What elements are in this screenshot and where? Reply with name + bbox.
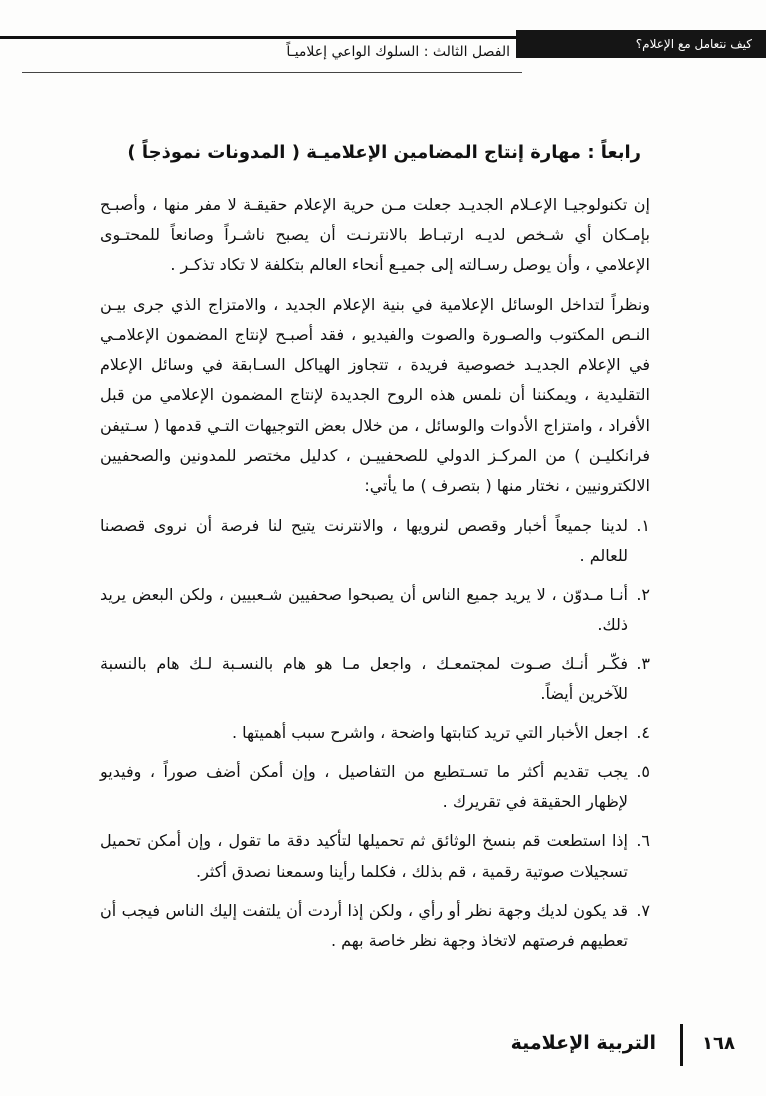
list-item-text: اجعل الأخبار التي تريد كتابتها واضحة ، واشرح سبب أهميتها . [231,723,628,743]
header-rule [0,36,560,39]
section-heading: رابعاً : مهارة إنتاج المضامين الإعلاميـة ( المدونات نموذجاً ) [127,142,641,163]
list-item [100,580,650,640]
list-item [100,718,650,748]
paragraph-1: إن تكنولوجيـا الإعـلام الجديـد جعلت مـن حرية الإعلام حقيقـة لا مفر منها ، وأصبـح بإمـكان أي شـخص لديـه ارتبـاط بالانترنـت أن يصبح ناشـراً وصانعاً للمحتـوى الإعلامي ، وأن يوصل رسـالته إلى جميـع أنحاء العالم بتكلفة لا تكاد تذكـر . [100,195,650,275]
list-item-text: يجب تقديم أكثر ما تسـتطيع من التفاصيل ، وإن أمكن أضف صوراً ، وفيديو لإظهار الحقيقة في تقريرك . [100,762,628,812]
list-item-number: ٦. [636,831,650,851]
list-item [100,896,650,956]
list-item-text: فكّـر أنـك صـوت لمجتمعـك ، واجعل مـا هو هام بالنسـبة لـك هام بالنسبة للآخرين أيضاً. [100,654,628,704]
list-item-number: ٤. [636,723,650,743]
list-item-number: ٥. [636,762,650,782]
list-item-text: قد يكون لديك وجهة نظر أو رأي ، ولكن إذا أردت أن يلتفت إليك الناس فيجب أن تعطيهم فرصتهم لاتخاذ وجهة نظر خاصة بهم . [100,900,628,950]
list-item [100,649,650,709]
list-item-number: ١. [636,515,650,535]
list-item-text: أنـا مـدوّن ، لا يريد جميع الناس أن يصبحوا صحفيين شـعبيين ، ولكن البعض يريد ذلك. [100,584,628,635]
list-item-text: إذا استطعت قم بنسخ الوثائق ثم تحميلها لتأكيد دقة ما تقول ، وإن أمكن تحميل تسجيلات صوتية رقمية ، قم بذلك ، فكلما رأينا وسمعنا نصدق أكثر. [100,831,628,881]
body-text [100,190,650,965]
list-item-number: ٣. [636,654,650,674]
list-item-number: ٢. [636,584,650,604]
running-head: كيف نتعامل مع الإعلام؟ [516,30,766,58]
page-footer [0,1022,766,1074]
list-item-number: ٧. [636,900,650,920]
paragraph-2: ونظراً لتداخل الوسائل الإعلامية في بنية الإعلام الجديد ، والامتزاج الذي جرى بيـن النـص المكتوب والصـورة والصوت والفيديو ، فقد أصبـح لإنتاج المضمون الإعلامـي في الإعلام الجديـد خصوصية فريدة ، تتجاوز الهياكل السـابقة في وسائل الإعلام التقليدية ، ويمكننا أن نلمس هذه الروح الجديدة لإنتاج المضمون الإعلامي من قبل الأفراد ، وامتزاج الأدوات والوسائل ، من خلال بعض التوجيهات التـي قدمها ( سـتيفن فرانكليـن ) من المركـز الدولي للصحفييـن ، كدليل مختصر للمدونين والصحفيين الالكترونيين ، نختار منها ( بتصرف ) ما يأتي: [100,295,650,495]
footer-divider [680,1024,683,1066]
book-title: التربية الإعلامية [510,1032,656,1054]
page-number: ١٦٨ [702,1033,735,1054]
list-item-text: لدينا جميعاً أخبار وقصص لنرويها ، والانترنت يتيح لنا فرصة أن نروى قصصنا للعالم . [100,515,628,565]
chapter-underline [22,72,522,73]
list-item [100,757,650,817]
chapter-title: الفصل الثالث : السلوك الواعي إعلاميـاً [286,44,510,60]
list-item [100,826,650,886]
list-item [100,511,650,571]
